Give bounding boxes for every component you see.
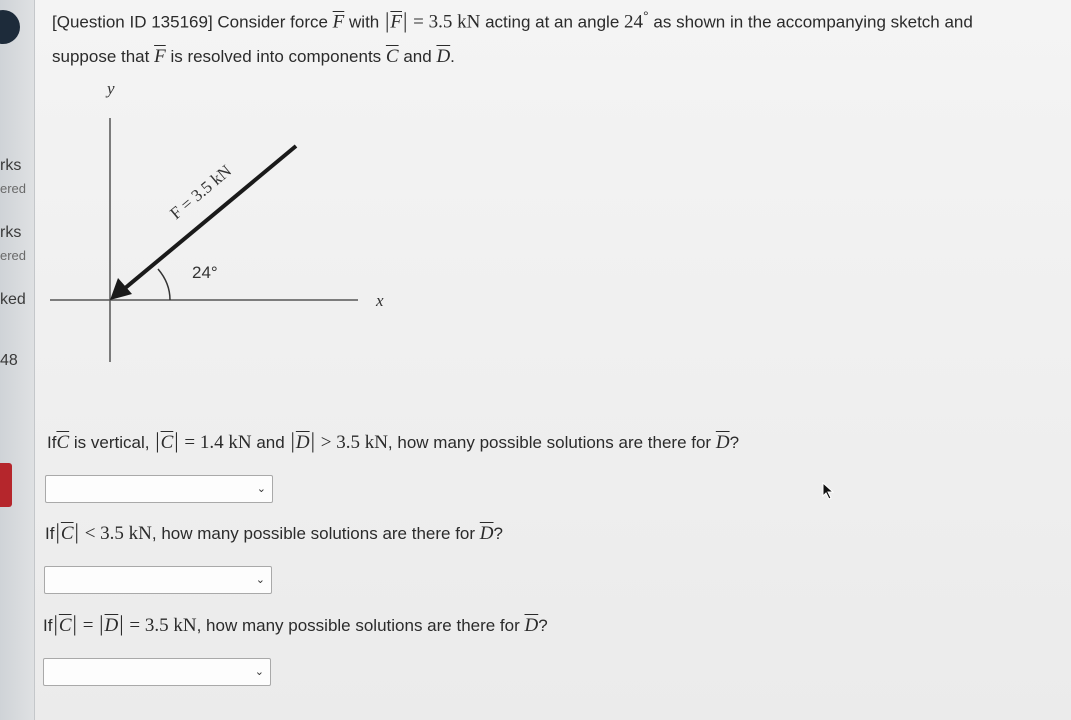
- vector-c: $\overline{C}$: [385, 45, 399, 67]
- and-text: and: [403, 46, 432, 66]
- part2-question: $If|\overline{C}| < 3.5$ kN, how many possible solutions are there for $\overline{D}$?: [45, 519, 503, 544]
- left-sidebar: [0, 0, 35, 720]
- sidebar-item-label[interactable]: rks: [0, 157, 22, 174]
- chevron-down-icon: ⌄: [254, 666, 264, 678]
- vector-d: $\overline{D}$: [436, 45, 451, 67]
- sidebar-item-label[interactable]: rks: [0, 224, 22, 241]
- logo-icon: [0, 10, 20, 44]
- arrowhead-icon: [110, 278, 132, 300]
- mouse-cursor-icon: [822, 482, 836, 500]
- sketch-text: as shown in the accompanying sketch and: [653, 12, 973, 32]
- y-axis-label: y: [107, 79, 115, 98]
- part3-question: $If|\overline{C}| = |\overline{D}| = 3.5$ kN, how many possible solutions are there for $\overline{D}$?: [43, 611, 548, 636]
- sidebar-alert-marker: [0, 463, 12, 507]
- force-diagram: [40, 70, 420, 370]
- angle-label: 24°: [192, 263, 218, 282]
- sidebar-item-sub: ered: [0, 181, 27, 196]
- vector-f: $\overline{F}$: [332, 11, 345, 33]
- part1-question: $If\overline{C}$ is vertical, $|\overline{C}| = 1.4$ kN and $|\overline{D}| > 3.5$ kN, how many possible solutions are there for $\overline{D}$?: [47, 428, 740, 453]
- chevron-down-icon: ⌄: [255, 574, 265, 586]
- angle-value: 24: [624, 11, 644, 33]
- suppose-text: suppose that: [52, 46, 150, 66]
- magnitude-value: = 3.5 kN: [413, 11, 481, 33]
- sidebar-item-label[interactable]: 48: [0, 352, 18, 369]
- resolved-text: is resolved into components: [170, 46, 382, 66]
- chevron-down-icon: ⌄: [256, 483, 266, 495]
- angle-arc: [158, 269, 170, 300]
- part3-answer-select[interactable]: [43, 658, 271, 686]
- sidebar-item-label[interactable]: ked: [0, 291, 26, 308]
- with-text: with: [349, 12, 380, 32]
- degree-symbol: °: [643, 9, 649, 25]
- vector-f-magnitude: $\overline{F}$: [390, 11, 402, 33]
- acting-text: acting at an angle: [485, 12, 620, 32]
- part2-answer-select[interactable]: [44, 566, 272, 594]
- vector-f: $\overline{F}$: [154, 45, 166, 67]
- part1-answer-select[interactable]: [45, 475, 273, 503]
- question-id-text: [Question ID 135169] Consider force: [52, 12, 328, 32]
- vector-c: $\overline{C}$: [56, 432, 70, 453]
- force-label: F = 3.5 kN: [166, 161, 236, 224]
- sidebar-item-sub: ered: [0, 248, 27, 263]
- x-axis-label: x: [376, 291, 384, 310]
- question-header: [Question ID 135169] Consider force $\overline{F}$ with $|\overline{F}| = 3.5$ kN acting at an angle 24° as shown in the accompanying sketch and suppose that $\overline{F}$ is resolved into components $\overline{C}$ and $\overline{D}$.: [52, 7, 973, 67]
